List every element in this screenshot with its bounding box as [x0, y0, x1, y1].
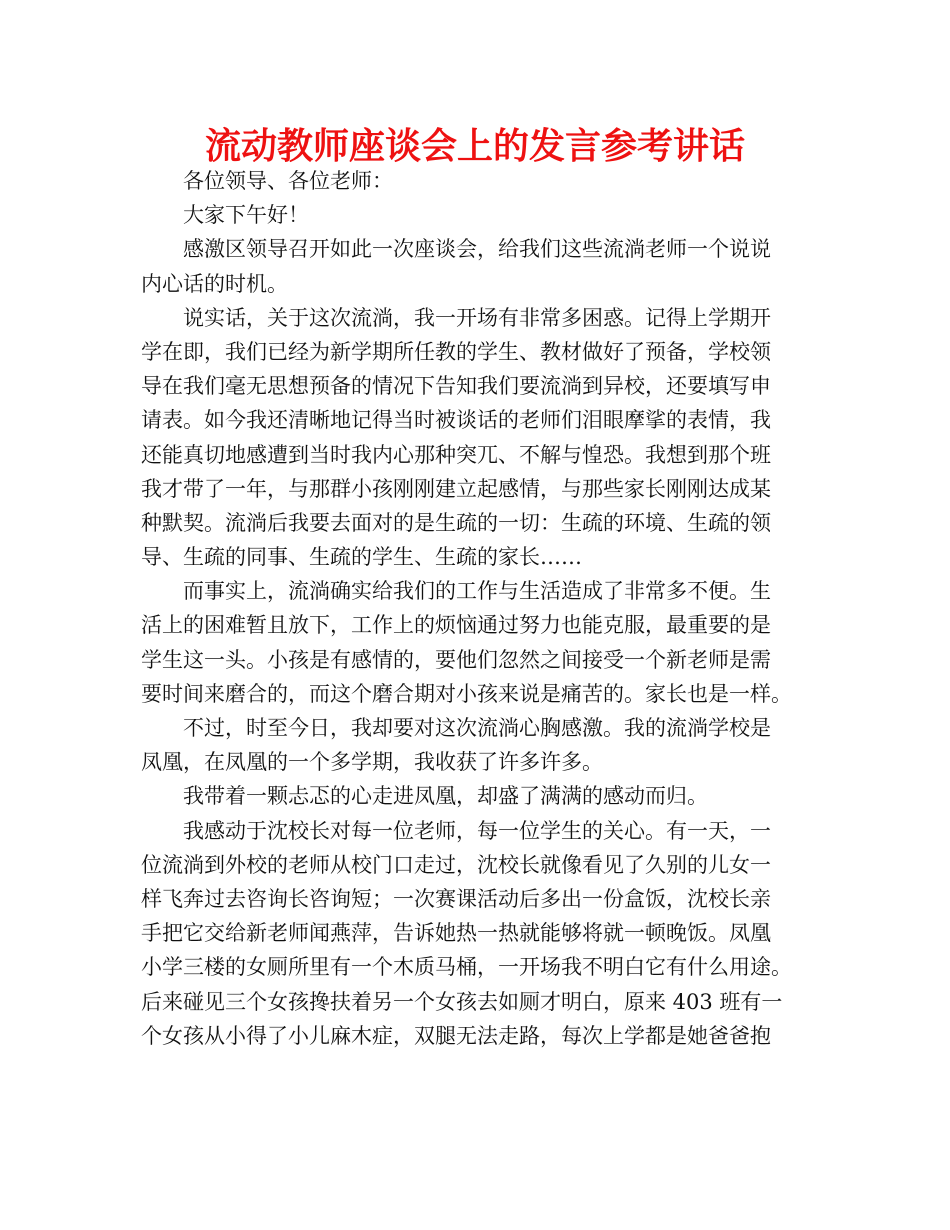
body-line: 我带着一颗忐忑的心走进凤凰，却盛了满满的感动而归。 — [183, 784, 708, 809]
body-line: 感激区领导召开如此一次座谈会，给我们这些流淌老师一个说说 — [183, 237, 771, 262]
body-line: 请表。如今我还清晰地记得当时被谈话的老师们泪眼摩挲的表情，我 — [141, 408, 771, 433]
body-line: 活上的困难暂且放下，工作上的烦恼通过努力也能克服，最重要的是 — [141, 613, 771, 638]
body-line: 位流淌到外校的老师从校门口走过，沈校长就像看见了久别的儿女一 — [141, 852, 771, 877]
body-line: 大家下午好！ — [183, 203, 309, 228]
body-line: 不过，时至今日，我却要对这次流淌心胸感激。我的流淌学校是 — [183, 716, 771, 740]
document-title: 流动教师座谈会上的发言参考讲话 — [204, 126, 745, 167]
body-line: 要时间来磨合的，而这个磨合期对小孩来说是痛苦的。家长也是一样。 — [141, 681, 792, 706]
body-line: 各位领导、各位老师： — [183, 169, 393, 193]
body-line: 学在即，我们已经为新学期所任教的学生、教材做好了预备，学校领 — [141, 339, 771, 364]
body-line: 个女孩从小得了小儿麻木症，双腿无法走路，每次上学都是她爸爸抱 — [141, 1023, 771, 1048]
document-body — [141, 164, 817, 1053]
body-line: 还能真切地感遭到当时我内心那种突兀、不解与惶恐。我想到那个班 — [141, 442, 771, 467]
body-line: 手把它交给新老师闻燕萍，告诉她热一热就能够将就一顿晚饭。凤凰 — [141, 921, 771, 946]
body-line: 导在我们毫无思想预备的情况下告知我们要流淌到异校，还要填写申 — [141, 374, 771, 399]
body-line: 我才带了一年，与那群小孩刚刚建立起感情，与那些家长刚刚达成某 — [141, 476, 771, 501]
body-line: 说实话，关于这次流淌，我一开场有非常多困惑。记得上学期开 — [183, 305, 771, 330]
body-line: 导、生疏的同事、生疏的学生、生疏的家长…… — [141, 545, 582, 570]
body-line: 后来碰见三个女孩搀扶着另一个女孩去如厕才明白，原来 403 班有一 — [141, 989, 783, 1014]
body-line: 我感动于沈校长对每一位老师，每一位学生的关心。有一天，一 — [183, 818, 771, 843]
body-line: 学生这一头。小孩是有感情的，要他们忽然之间接受一个新老师是需 — [141, 647, 771, 672]
body-line: 而事实上，流淌确实给我们的工作与生活造成了非常多不便。生 — [183, 579, 771, 604]
body-line: 内心话的时机。 — [141, 271, 288, 296]
body-line: 凤凰，在凤凰的一个多学期，我收获了许多许多。 — [141, 750, 603, 775]
body-line: 小学三楼的女厕所里有一个木质马桶，一开场我不明白它有什么用途。 — [141, 955, 792, 980]
body-line: 样飞奔过去咨询长咨询短；一次赛课活动后多出一份盒饭，沈校长亲 — [141, 886, 771, 911]
body-line: 种默契。流淌后我要去面对的是生疏的一切：生疏的环境、生疏的领 — [141, 510, 771, 535]
